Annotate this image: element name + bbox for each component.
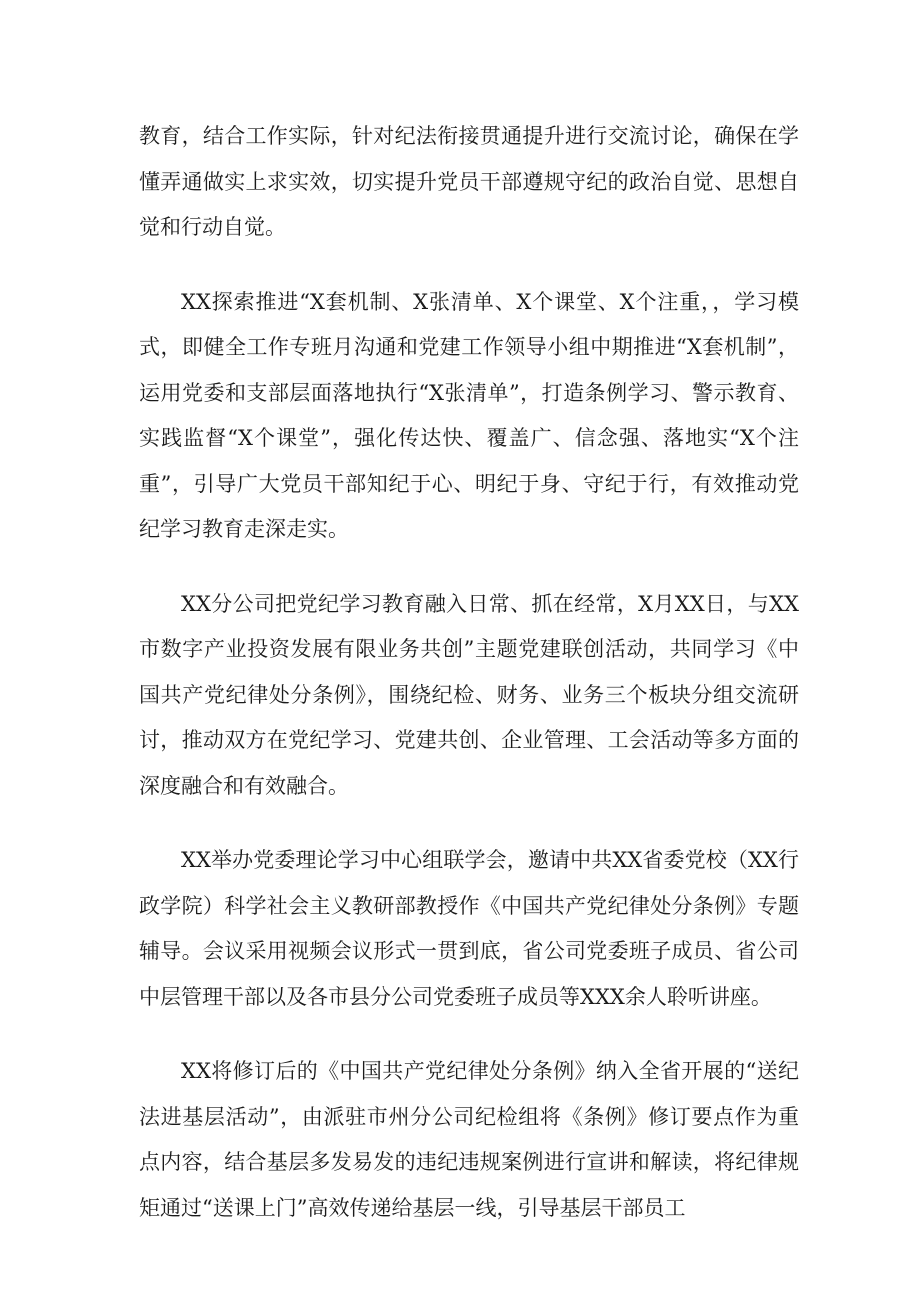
paragraph-study-session: XX举办党委理论学习中心组联学会，邀请中共XX省委党校（XX行政学院）科学社会主义教研部教授作《中国共产党纪律处分条例》专题辅导。会议采用视频会议形式一贯到底，省公司党委班子成员、省公司中层管理干部以及各市县分公司党委班子成员等XXX余人聆听讲座。 (139, 848, 799, 1009)
paragraph-continuation: 教育，结合工作实际，针对纪法衔接贯通提升进行交流讨论，确保在学懂弄通做实上求实效，切实提升党员干部遵规守纪的政治自觉、思想自觉和行动自觉。 (139, 124, 799, 239)
paragraph-grassroots-activity: XX将修订后的《中国共产党纪律处分条例》纳入全省开展的“送纪法进基层活动”，由派驻市州分公司纪检组将《条例》修订要点作为重点内容，结合基层多发易发的违纪违规案例进行宣讲和解读，将纪律规矩通过“送课上门”高效传递给基层一线，引导基层干部员工 (139, 1059, 799, 1220)
document-body (139, 114, 799, 1260)
paragraph-mechanism-model: XX探索推进“X套机制、X张清单、X个课堂、X个注重，，学习模式，即健全工作专班月沟通和党建工作领导小组中期推进“X套机制”，运用党委和支部层面落地执行“X张清单”，打造条例学习、警示教育、实践监督“X个课堂”，强化传达快、覆盖广、信念强、落地实“X个注重”，引导广大党员干部知纪于心、明纪于身、守纪于行，有效推动党纪学习教育走深走实。 (139, 289, 799, 541)
paragraph-branch-joint-activity: XX分公司把党纪学习教育融入日常、抓在经常，X月XX日，与XX市数字产业投资发展有限业务共创”主题党建联创活动，共同学习《中国共产党纪律处分条例》，围绕纪检、财务、业务三个板块分组交流研讨，推动双方在党纪学习、党建共创、企业管理、工会活动等多方面的深度融合和有效融合。 (139, 591, 799, 798)
